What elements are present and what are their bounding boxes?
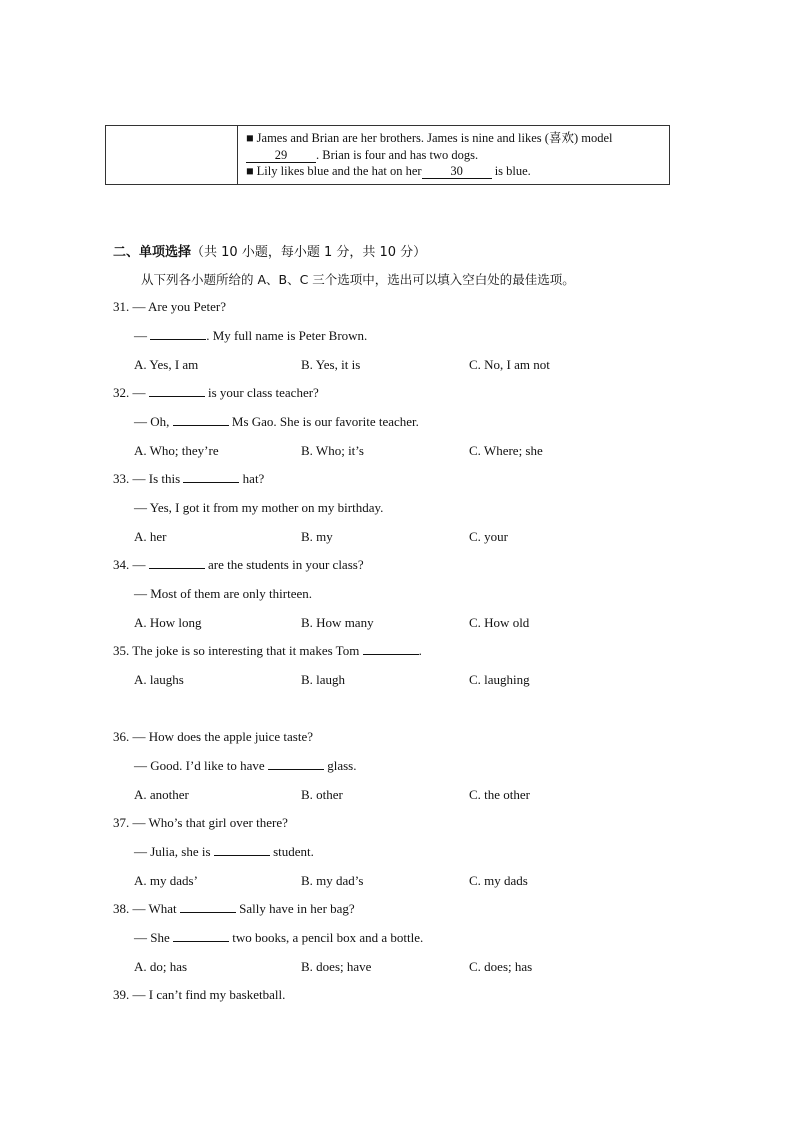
answer-blank [149,557,205,569]
question-text: — How does the apple juice taste? [132,729,313,744]
section-instruction: 从下列各小题所给的 A、B、C 三个选项中，选出可以填入空白处的最佳选项。 [141,272,575,287]
question-line-2 [134,844,314,860]
option-b: B. laugh [301,672,346,687]
option-b: B. other [301,787,343,802]
option-b: B. my dad’s [301,873,364,888]
question-text: — [132,557,149,572]
question-text: two books, a pencil box and a bottle. [229,930,424,945]
question-number: 37. [113,815,133,830]
question-number: 36. [113,729,133,744]
question-line-2 [134,328,367,344]
question-line-1 [113,987,285,1003]
question-text: is your class teacher? [204,385,319,400]
question-text: Sally have in her bag? [235,901,355,916]
question-text: . My full name is Peter Brown. [206,328,368,343]
section-title [113,241,426,260]
option-a: A. her [134,529,167,544]
question-text: — Oh, [134,414,173,429]
question-number: 32. [113,385,133,400]
question-line-1 [113,643,422,659]
option-b: B. my [301,529,333,544]
question-line-2 [134,500,383,516]
question-number: 35. [113,643,133,658]
table-line-3-post: is blue. [491,164,531,178]
option-a: A. Yes, I am [134,357,199,372]
question-text: — What [132,901,180,916]
question-text: — [134,328,151,343]
answer-blank [150,328,206,340]
question-line-1 [113,901,355,917]
answer-blank [268,758,324,770]
question-text: Ms Gao. She is our favorite teacher. [228,414,419,429]
option-c: C. my dads [469,873,528,888]
answer-blank [173,930,229,942]
option-c: C. How old [469,615,530,630]
question-text: — She [134,930,173,945]
option-b: B. Who; it’s [301,443,364,458]
question-text: — I can’t find my basketball. [132,987,286,1002]
question-line-2 [134,586,312,602]
question-text: — [132,385,149,400]
question-text: — Is this [132,471,184,486]
table-left-cell [106,126,238,185]
question-number: 31. [113,299,133,314]
question-text: — Are you Peter? [132,299,227,314]
answer-blank [363,643,419,655]
table-line-2 [246,147,663,164]
question-text: The joke is so interesting that it makes Tom [132,643,363,658]
option-c: C. Where; she [469,443,543,458]
question-number: 38. [113,901,133,916]
option-c: C. does; has [469,959,533,974]
question-number: 39. [113,987,133,1002]
table-line-3 [246,163,663,180]
option-b: B. does; have [301,959,372,974]
answer-blank [180,901,236,913]
table-line-1: ■ James and Brian are her brothers. James is nine and likes (喜欢) model [246,131,613,145]
passage-table [105,125,670,185]
table-line-3-pre: ■ Lily likes blue and the hat on her [246,164,422,178]
option-a: A. another [134,787,189,802]
option-a: A. my dads’ [134,873,198,888]
option-c: C. the other [469,787,531,802]
answer-blank [173,414,229,426]
option-a: A. How long [134,615,202,630]
option-c: C. your [469,529,508,544]
question-number: 33. [113,471,133,486]
answer-blank [183,471,239,483]
question-line-1 [113,471,264,487]
question-text: — Yes, I got it from my mother on my birthday. [134,500,384,515]
option-c: C. No, I am not [469,357,550,372]
question-text: . [418,643,422,658]
section-note: （共 10 小题，每小题 1 分，共 10 分） [191,245,427,260]
question-line-2 [134,414,419,430]
question-text: glass. [323,758,357,773]
question-line-1 [113,385,319,401]
answer-blank [214,844,270,856]
option-b: B. Yes, it is [301,357,361,372]
blank-30: 30 [422,164,492,179]
option-a: A. do; has [134,959,188,974]
option-c: C. laughing [469,672,530,687]
question-text: — Julia, she is [134,844,214,859]
blank-29: 29 [246,148,316,163]
question-text: — Most of them are only thirteen. [134,586,312,601]
question-text: student. [269,844,314,859]
question-text: hat? [239,471,265,486]
question-number: 34. [113,557,133,572]
question-line-1 [113,557,364,573]
option-a: A. laughs [134,672,184,687]
answer-blank [149,385,205,397]
question-line-2 [134,758,356,774]
question-line-1 [113,299,226,315]
question-text: — Who’s that girl over there? [132,815,288,830]
table-line-2-text: . Brian is four and has two dogs. [316,147,479,162]
question-text: are the students in your class? [204,557,364,572]
table-right-cell [238,126,670,185]
option-b: B. How many [301,615,374,630]
option-a: A. Who; they’re [134,443,219,458]
question-text: — Good. I’d like to have [134,758,268,773]
question-line-1 [113,815,288,831]
question-line-2 [134,930,423,946]
section-heading: 二、单项选择 [113,245,192,260]
question-line-1 [113,729,313,745]
